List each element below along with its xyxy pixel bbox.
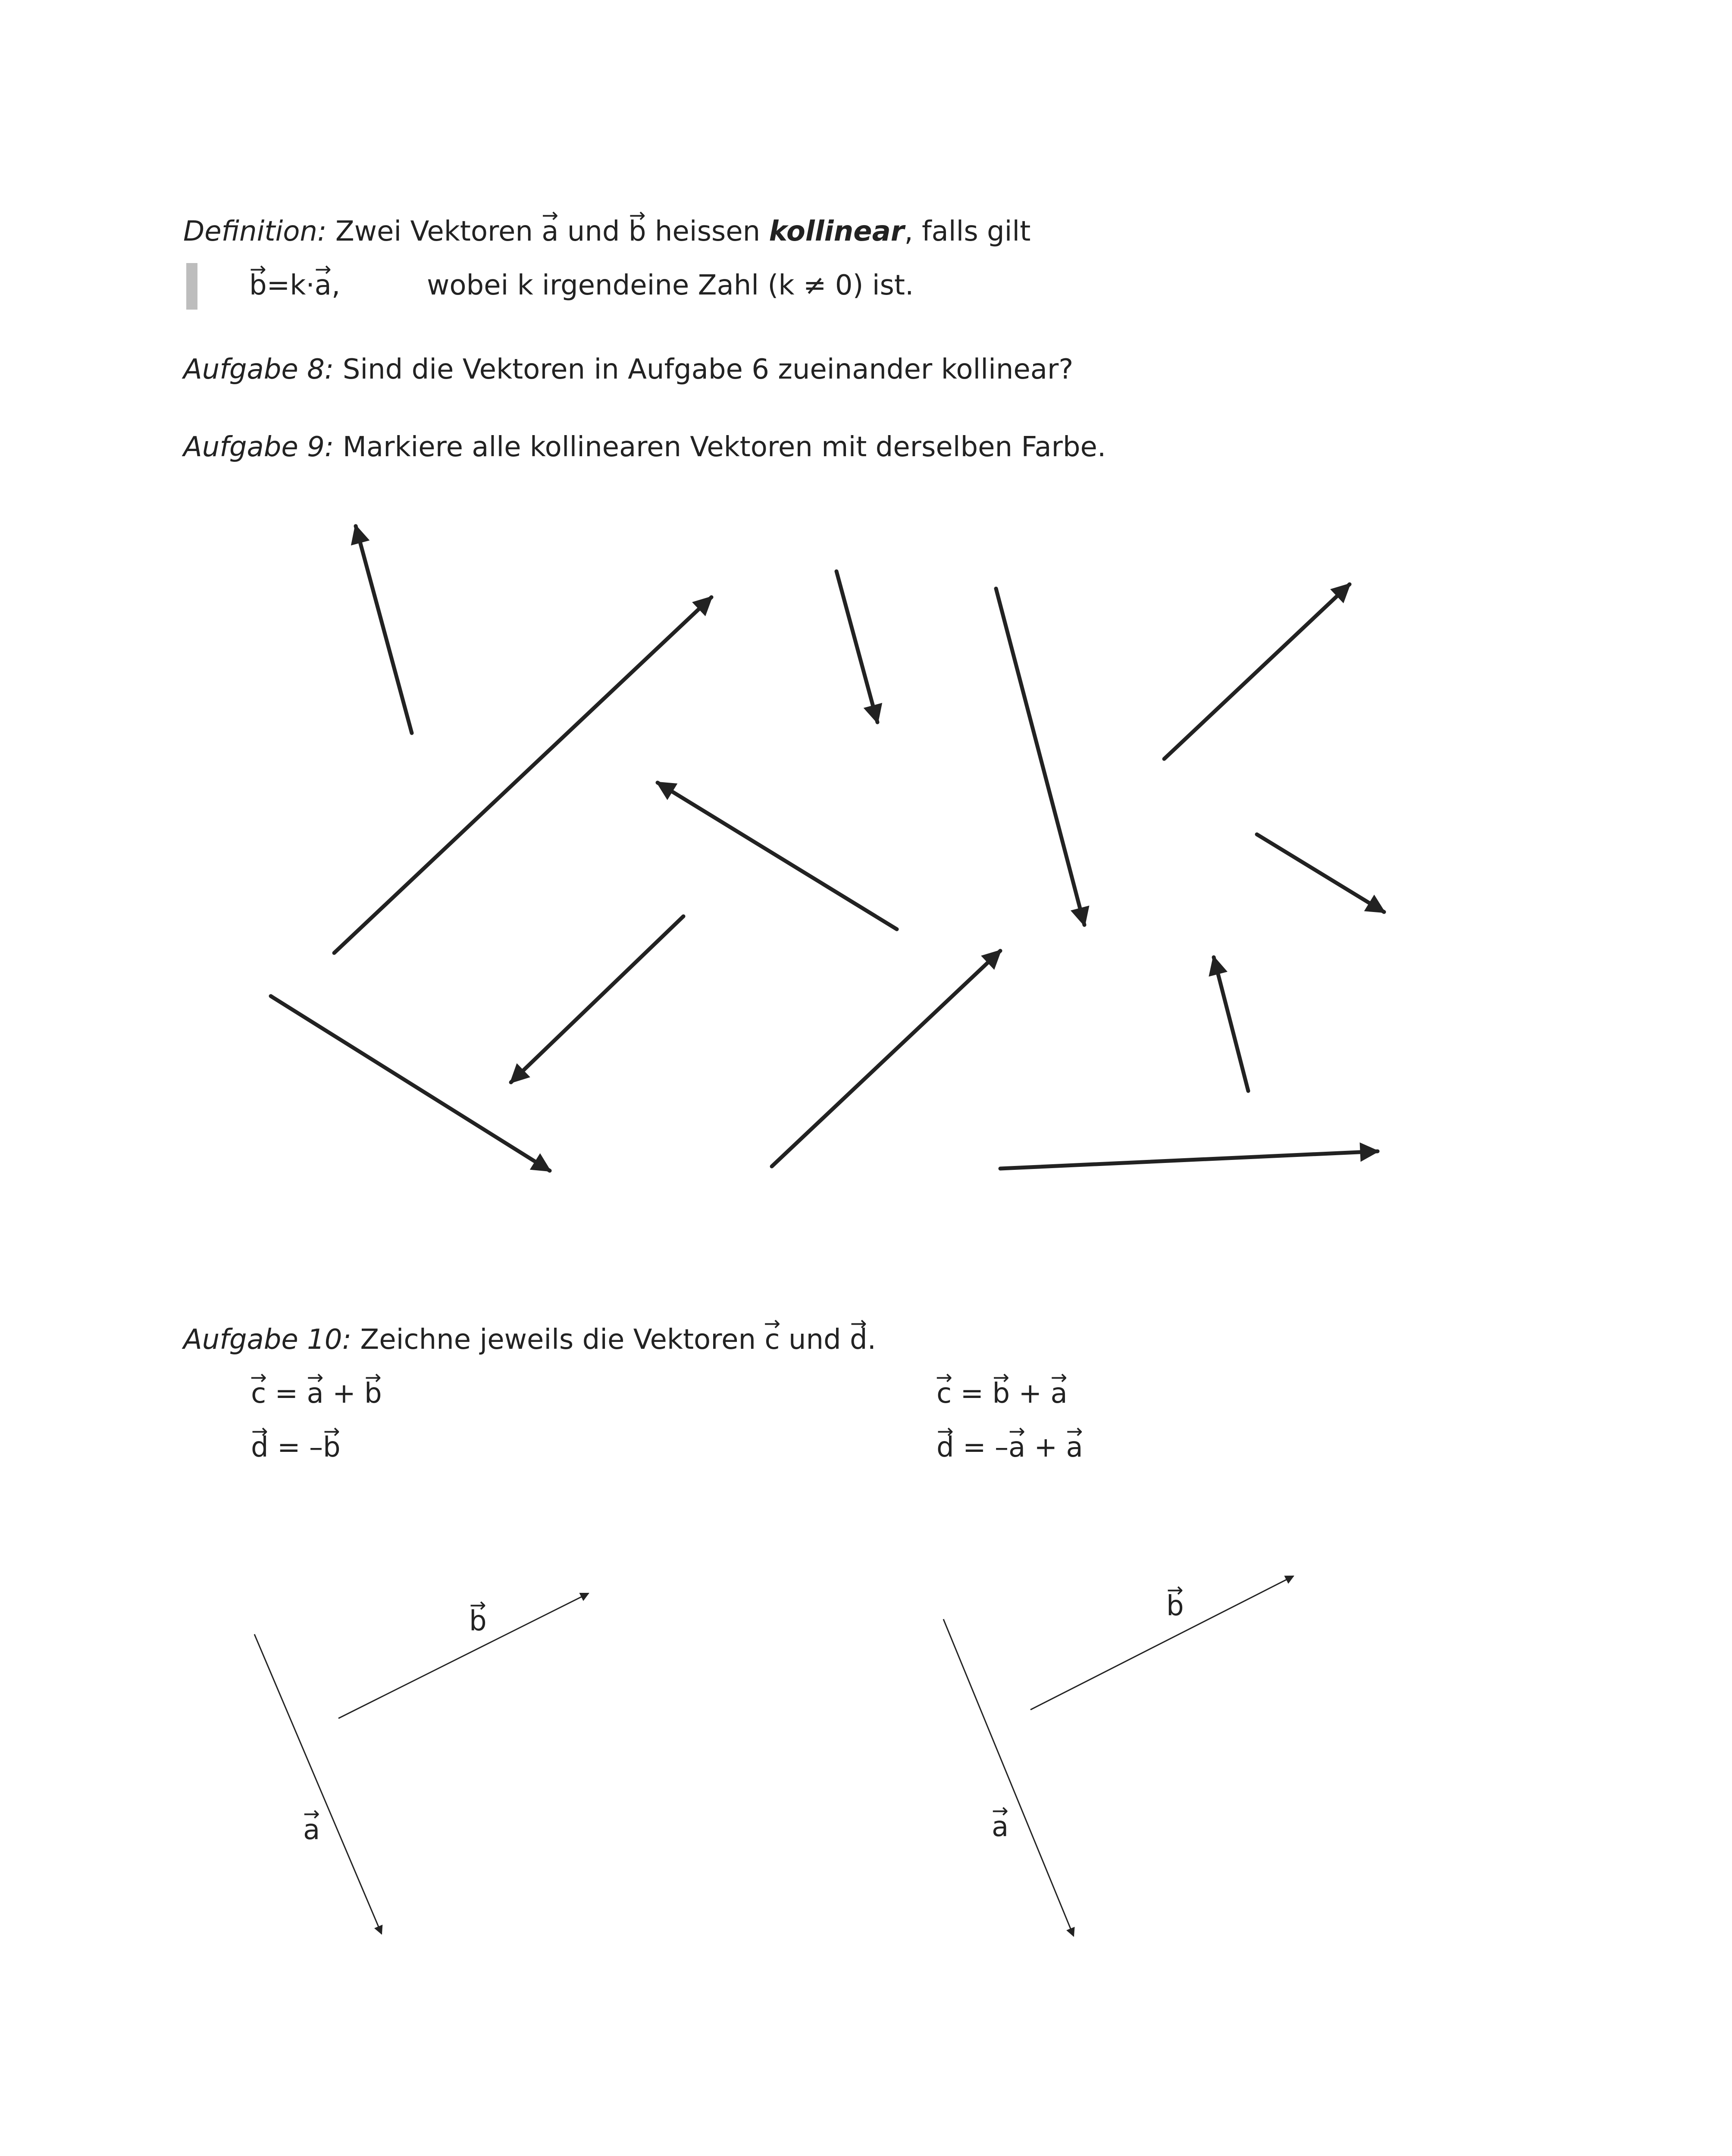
right-label-a xyxy=(992,1813,1009,1841)
vector-arrow-7 xyxy=(1257,834,1384,912)
left-equation-c xyxy=(251,1378,382,1410)
definition-note: wobei k irgendeine Zahl (k ≠ 0) ist. xyxy=(427,270,914,301)
vector-arrow-4 xyxy=(996,589,1084,925)
label-b: → b xyxy=(469,1608,487,1635)
eq-op: + xyxy=(1010,1378,1051,1410)
formula-comma: , xyxy=(331,270,341,301)
vector-c-symbol: → c xyxy=(764,1326,780,1354)
aufgabe-9-text: Markiere alle kollinearen Vektoren mit derselben Farbe. xyxy=(342,431,1106,463)
formula-middle: =k· xyxy=(266,270,315,301)
left-label-a xyxy=(303,1816,320,1844)
definition-label: Definition: xyxy=(183,216,327,248)
left-equation-d xyxy=(251,1434,341,1461)
vector-arrow-9 xyxy=(511,916,683,1082)
task10-right-vector-a xyxy=(943,1619,1074,1936)
left-label-b xyxy=(469,1605,487,1637)
eq-vector: → c xyxy=(936,1380,952,1407)
task10-left-vector-b xyxy=(338,1593,589,1718)
aufgabe-10-text-2: und xyxy=(788,1324,841,1356)
eq-vector: → a xyxy=(307,1380,324,1407)
right-equation-c xyxy=(936,1378,1068,1410)
definition-text-4: , falls gilt xyxy=(904,216,1031,248)
eq-op: + xyxy=(323,1378,365,1410)
vector-arrow-5 xyxy=(1164,584,1350,759)
aufgabe-10-text-3: . xyxy=(867,1324,876,1356)
definition-text-3: heissen xyxy=(655,216,761,248)
vector-arrow-1 xyxy=(356,526,412,733)
kollinear-term: kollinear xyxy=(769,216,905,248)
eq-op: = – xyxy=(954,1432,1009,1463)
eq-op: = – xyxy=(268,1432,323,1463)
formula-vector-a: → a xyxy=(315,272,332,299)
definition-text-1: Zwei Vektoren xyxy=(335,216,533,248)
eq-vector: → c xyxy=(251,1380,266,1407)
eq-vector: → a xyxy=(1009,1434,1025,1461)
vector-b-symbol: → b xyxy=(629,218,646,245)
eq-op: = xyxy=(266,1378,307,1410)
formula-vector-b: → b xyxy=(249,272,267,299)
vector-arrow-10 xyxy=(772,951,1000,1166)
vector-arrow-6 xyxy=(658,783,897,929)
aufgabe-10-text-1: Zeichne jeweils die Vektoren xyxy=(360,1324,756,1356)
aufgabe-10 xyxy=(183,1326,876,1354)
aufgabe-8-label: Aufgabe 8: xyxy=(183,354,334,385)
vector-arrow-12 xyxy=(1000,1151,1378,1169)
label-a: → a xyxy=(303,1816,320,1844)
task10-right-vector-b xyxy=(1030,1576,1294,1710)
eq-vector: → b xyxy=(323,1434,341,1461)
aufgabe-10-label: Aufgabe 10: xyxy=(183,1324,352,1356)
aufgabe-8-text: Sind die Vektoren in Aufgabe 6 zueinander kollinear? xyxy=(342,354,1074,385)
eq-vector: → d xyxy=(251,1434,269,1461)
eq-op: = xyxy=(952,1378,993,1410)
eq-op: + xyxy=(1025,1432,1066,1463)
eq-vector: → b xyxy=(364,1380,382,1407)
right-equation-d xyxy=(936,1434,1083,1461)
vector-d-symbol: → d xyxy=(850,1326,868,1354)
task10-left-vector-a xyxy=(254,1634,382,1934)
eq-vector: → d xyxy=(936,1434,954,1461)
eq-vector: → a xyxy=(1066,1434,1083,1461)
vector-a-symbol: → a xyxy=(542,218,558,245)
eq-vector: → a xyxy=(1050,1380,1067,1407)
vector-arrow-8 xyxy=(271,996,550,1171)
label-b: → b xyxy=(1166,1592,1184,1620)
definition-text-2: und xyxy=(567,216,620,248)
vector-arrow-11 xyxy=(1214,957,1248,1091)
vector-arrow-3 xyxy=(836,571,877,722)
label-a: → a xyxy=(992,1813,1009,1841)
aufgabe-9-label: Aufgabe 9: xyxy=(183,431,334,463)
eq-vector: → b xyxy=(993,1380,1010,1407)
right-label-b xyxy=(1166,1592,1184,1620)
